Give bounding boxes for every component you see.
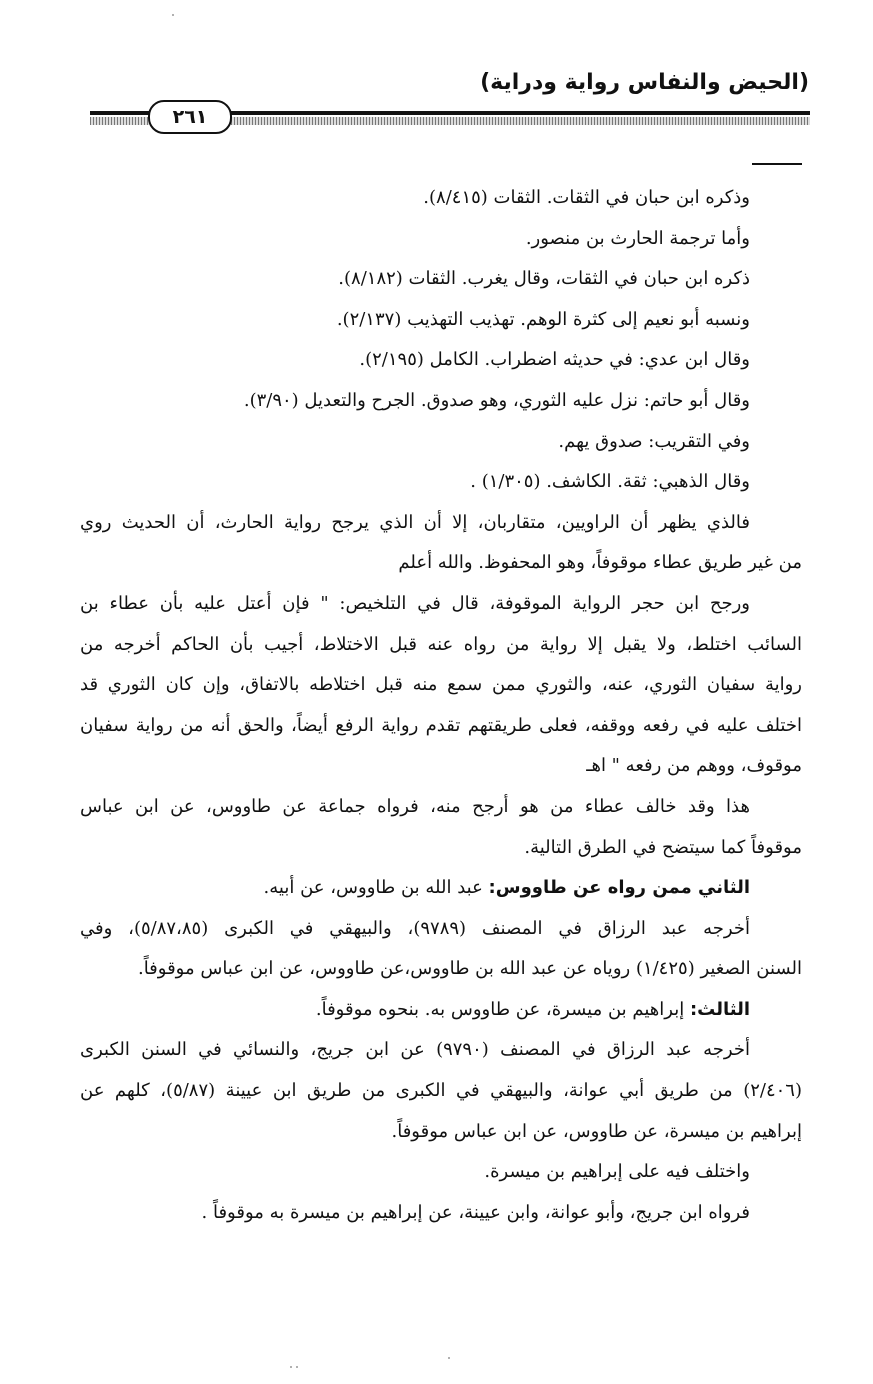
text-line bbox=[80, 1112, 802, 1153]
line-text: من غير طريق عطاء موقوفاً، وهو المحفوظ. والله أعلم bbox=[398, 552, 802, 574]
line-text: رواية سفيان الثوري، عنه، والثوري ممن سمع منه قبل اختلاطه بالاتفاق، وإن كان الثوري قد bbox=[80, 674, 802, 696]
scan-speck bbox=[172, 14, 174, 16]
text-line bbox=[80, 949, 802, 990]
line-text: هذا وقد خالف عطاء من هو أرجح منه، فرواه جماعة عن طاووس، عن ابن عباس bbox=[80, 795, 750, 817]
line-text: أخرجه عبد الرزاق في المصنف (٩٧٨٩)، والبيهقي في الكبرى (٥/٨٧،٨٥)، وفي bbox=[80, 917, 750, 939]
line-text: وأما ترجمة الحارث بن منصور. bbox=[525, 227, 750, 249]
text-line bbox=[80, 909, 802, 950]
line-text: إبراهيم بن ميسرة، عن طاووس، عن ابن عباس موقوفاً. bbox=[391, 1120, 802, 1142]
body-text bbox=[80, 178, 802, 1233]
line-text: واختلف فيه على إبراهيم بن ميسرة. bbox=[484, 1161, 750, 1183]
line-text: وقال الذهبي: ثقة. الكاشف. (١/٣٠٥) . bbox=[470, 471, 750, 493]
line-text: ونسبه أبو نعيم إلى كثرة الوهم. تهذيب التهذيب (٢/١٣٧). bbox=[336, 308, 750, 330]
text-line bbox=[80, 1193, 802, 1234]
text-line bbox=[80, 828, 802, 869]
page-number-badge: ٢٦١ bbox=[148, 100, 232, 134]
line-text: ذكره ابن حبان في الثقات، وقال يغرب. الثقات (٨/١٨٢). bbox=[338, 268, 750, 290]
text-line bbox=[80, 706, 802, 747]
text-line bbox=[80, 1152, 802, 1193]
line-text: (٢/٤٠٦) من طريق أبي عوانة، والبيهقي في الكبرى من طريق ابن عيينة (٥/٨٧)، كلهم عن bbox=[80, 1080, 802, 1102]
text-line bbox=[80, 462, 802, 503]
running-header-title: (الحيض والنفاس رواية ودراية) bbox=[480, 70, 809, 95]
line-text: إبراهيم بن ميسرة، عن طاووس به. بنحوه موقوفاً. bbox=[315, 998, 690, 1020]
text-line bbox=[80, 503, 802, 544]
footnote-separator bbox=[752, 163, 802, 165]
text-line bbox=[80, 178, 802, 219]
text-line bbox=[80, 1030, 802, 1071]
text-line bbox=[80, 746, 802, 787]
scan-speck bbox=[290, 1366, 292, 1368]
text-line bbox=[80, 625, 802, 666]
text-line bbox=[80, 1071, 802, 1112]
scan-speck bbox=[448, 1357, 450, 1359]
text-line bbox=[80, 868, 802, 909]
line-text: وقال أبو حاتم: نزل عليه الثوري، وهو صدوق. الجرح والتعديل (٣/٩٠). bbox=[243, 389, 750, 411]
text-line bbox=[80, 340, 802, 381]
text-line bbox=[80, 665, 802, 706]
text-line bbox=[80, 381, 802, 422]
line-text: السنن الصغير (١/٤٢٥) روياه عن عبد الله بن طاووس،عن طاووس، عن ابن عباس موقوفاً. bbox=[137, 958, 802, 980]
line-text: وذكره ابن حبان في الثقات. الثقات (٨/٤١٥). bbox=[423, 187, 750, 208]
line-text: اختلف عليه في رفعه ووقفه، فعلى طريقتهم تقدم رواية الرفع أيضاً، والحق أنه من رواية سفيان bbox=[80, 714, 802, 736]
text-line bbox=[80, 543, 802, 584]
text-line bbox=[80, 259, 802, 300]
text-line bbox=[80, 300, 802, 341]
line-text: فالذي يظهر أن الراويين، متقاربان، إلا أن الذي يرجح رواية الحارث، أن الحديث روي bbox=[80, 511, 750, 533]
text-line bbox=[80, 584, 802, 625]
text-line bbox=[80, 787, 802, 828]
section-lead: الثاني ممن رواه عن طاووس: bbox=[488, 877, 750, 899]
line-text: موقوف، ووهم من رفعه " اهـ bbox=[586, 755, 802, 777]
line-text: فرواه ابن جريج، وأبو عوانة، وابن عيينة، عن إبراهيم بن ميسرة به موقوفاً . bbox=[201, 1201, 750, 1223]
scan-speck bbox=[296, 1366, 298, 1368]
text-line bbox=[80, 219, 802, 260]
line-text: موقوفاً كما سيتضح في الطرق التالية. bbox=[524, 836, 802, 858]
section-lead: الثالث: bbox=[689, 998, 750, 1020]
line-text: السائب اختلط، ولا يقبل إلا رواية من رواه عنه قبل الاختلاط، أجيب بأن الحاكم أخرجه من bbox=[80, 633, 802, 655]
line-text: وفي التقريب: صدوق يهم. bbox=[558, 430, 750, 452]
line-text: عبد الله بن طاووس، عن أبيه. bbox=[263, 877, 489, 899]
line-text: ورجح ابن حجر الرواية الموقوفة، قال في التلخيص: " فإن أعتل عليه بأن عطاء بن bbox=[80, 592, 750, 614]
line-text: وقال ابن عدي: في حديثه اضطراب. الكامل (٢/١٩٥). bbox=[359, 349, 750, 371]
line-text: أخرجه عبد الرزاق في المصنف (٩٧٩٠) عن ابن جريج، والنسائي في السنن الكبرى bbox=[80, 1039, 750, 1061]
text-line bbox=[80, 422, 802, 463]
text-line bbox=[80, 990, 802, 1031]
